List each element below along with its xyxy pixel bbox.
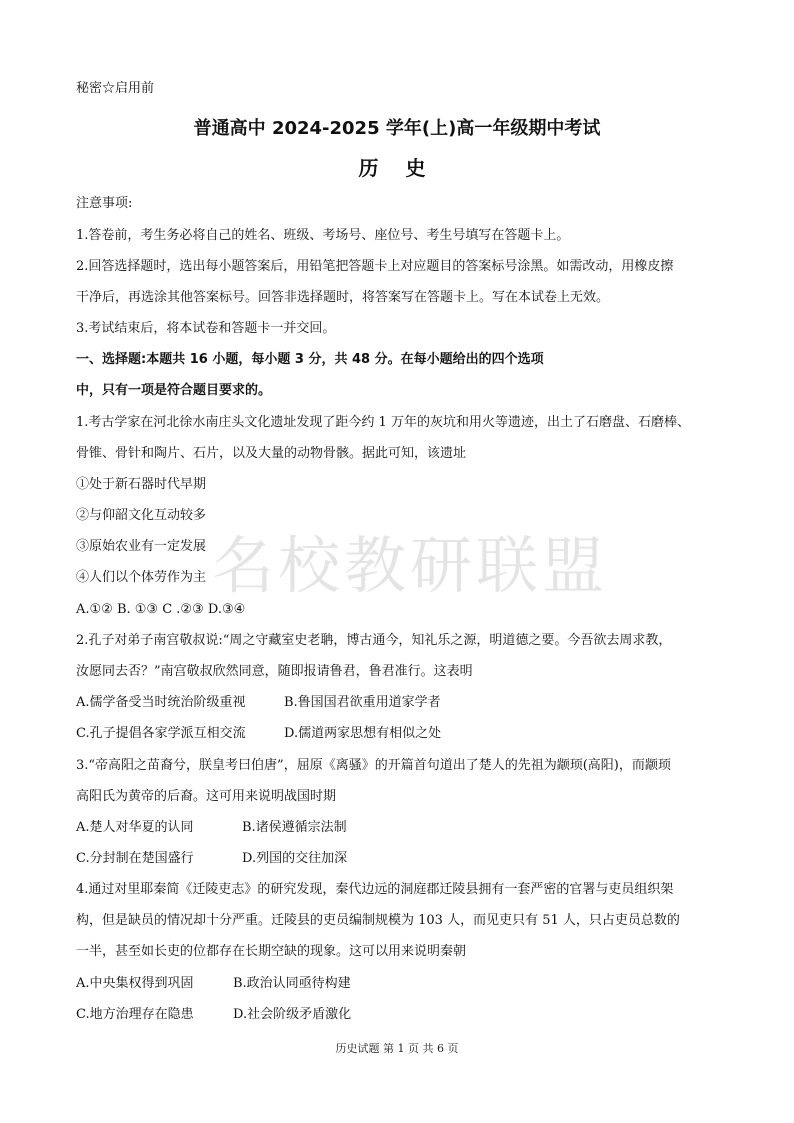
q3-option-a: A.楚人对华夏的认同 [76, 820, 194, 835]
q4-option-c: C.地方治理存在隐患 [76, 1007, 194, 1022]
q2-option-d: D.儒道两家思想有相似之处 [284, 726, 442, 741]
q3-option-c: C.分封制在楚国盛行 [76, 851, 194, 866]
notes-heading: 注意事项: [76, 196, 133, 211]
q1-item-1: ①处于新石器时代早期 [76, 477, 207, 492]
section-heading-line-2: 中，只有一项是符合题目要求的。 [76, 383, 272, 398]
note-2-line-2: 干净后，再选涂其他答案标号。回答非选择题时，将答案写在答题卡上。写在本试卷上无效。 [76, 290, 610, 305]
exam-title: 普通高中 2024-2025 学年(上)高一年级期中考试 [193, 118, 601, 139]
q4-stem-line-1: 4.通过对里耶秦简《迁陵吏志》的研究发现，秦代边远的洞庭郡迁陵县拥有一套严密的官署与吏员组织架 [76, 882, 674, 897]
q2-stem-line-2: 汝愿同去否？”南宫敬叔欣然同意，随即报请鲁君，鲁君准行。这表明 [76, 664, 473, 679]
q1-item-4: ④人们以个体劳作为主 [76, 570, 207, 585]
q3-stem-line-2: 高阳氏为黄帝的后裔。这可用来说明战国时期 [76, 789, 337, 804]
note-3: 3.考试结束后，将本试卷和答题卡一并交回。 [76, 321, 336, 336]
q1-item-3: ③原始农业有一定发展 [76, 539, 207, 554]
q4-stem-line-3: 一半，甚至如长吏的位都存在长期空缺的现象。这可以用来说明秦朝 [76, 944, 467, 959]
secret-label: 秘密☆启用前 [76, 81, 155, 96]
q1-item-2: ②与仰韶文化互动较多 [76, 508, 207, 523]
q3-stem-line-1: 3.“帝高阳之苗裔兮，朕皇考曰伯唐”，屈原《离骚》的开篇首句道出了楚人的先祖为颛顼(高阳)，而颛顼 [76, 758, 671, 773]
q3-option-d: D.列国的交往加深 [242, 851, 348, 866]
q4-option-d: D.社会阶级矛盾激化 [233, 1007, 352, 1022]
q4-stem-line-2: 构，但是缺员的情况却十分严重。迁陵县的吏员编制规模为 103 人，而见吏只有 51 人，只占吏员总数的 [76, 913, 680, 928]
section-heading-line-1: 一、选择题:本题共 16 小题，每小题 3 分，共 48 分。在每小题给出的四个选项 [76, 352, 544, 367]
note-2-line-1: 2.回答选择题时，选出每小题答案后，用铅笔把答题卡上对应题目的答案标号涂黑。如需改动，用橡皮擦 [76, 259, 674, 274]
q2-option-c: C.孔子提倡各家学派互相交流 [76, 726, 246, 741]
q4-option-b: B.政治认同亟待构建 [233, 976, 351, 991]
q3-option-b: B.诸侯遵循宗法制 [242, 820, 347, 835]
q4-option-a: A.中央集权得到巩固 [76, 976, 194, 991]
q2-option-b: B.鲁国国君欲重用道家学者 [284, 695, 441, 710]
page-footer: 历史试题 第 1 页 共 6 页 [335, 1042, 459, 1055]
q1-options: A.①② B. ①③ C .②③ D.③④ [76, 602, 246, 617]
q2-option-a: A.儒学备受当时统治阶级重视 [76, 695, 246, 710]
watermark: 名校教研联盟 [212, 529, 609, 602]
q2-stem-line-1: 2.孔子对弟子南宫敬叔说:“周之守藏室史老聃，博古通今，知礼乐之源，明道德之要。今吾欲去周求教， [76, 633, 672, 648]
q1-stem-line-2: 骨锥、骨针和陶片、石片，以及大量的动物骨骸。据此可知，该遗址 [76, 446, 467, 461]
q1-stem-line-1: 1.考古学家在河北徐水南庄头文化遗址发现了距今约 1 万年的灰坑和用火等遗迹，出土了石磨盘、石磨棒、 [76, 415, 690, 430]
subject-title: 历 史 [358, 156, 436, 180]
note-1: 1.答卷前，考生务必将自己的姓名、班级、考场号、座位号、考生号填写在答题卡上。 [76, 228, 570, 243]
